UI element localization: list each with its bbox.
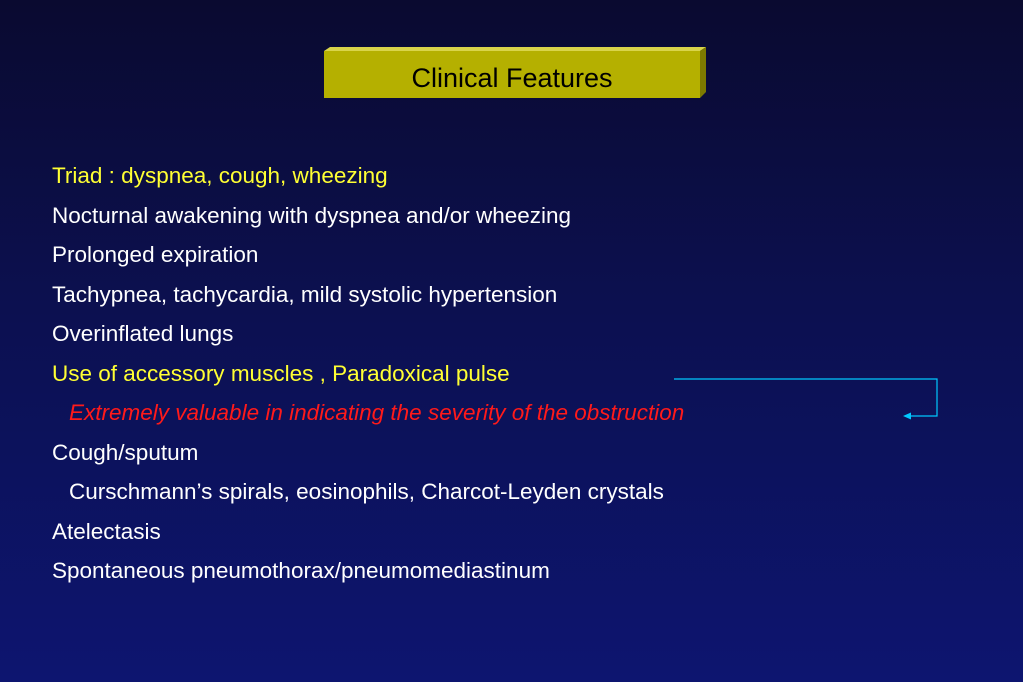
- list-subitem-severity: Extremely valuable in indicating the severity of the obstruction: [69, 400, 685, 425]
- list-item-pneumothorax: Spontaneous pneumothorax/pneumomediastinum: [52, 558, 550, 583]
- list-item-tachypnea: Tachypnea, tachycardia, mild systolic hypertension: [52, 282, 558, 307]
- list-item-expiration: Prolonged expiration: [52, 242, 259, 267]
- list-item-cough: Cough/sputum: [52, 440, 199, 465]
- list-item-atelectasis: Atelectasis: [52, 519, 161, 544]
- list-item-overinflated: Overinflated lungs: [52, 321, 234, 346]
- list-subitem-curschmann: Curschmann’s spirals, eosinophils, Charcot-Leyden crystals: [69, 479, 664, 504]
- list-item-accessory-muscles: Use of accessory muscles , Paradoxical pulse: [52, 361, 510, 386]
- list-item-nocturnal: Nocturnal awakening with dyspnea and/or wheezing: [52, 203, 572, 228]
- list-item-triad: Triad : dyspnea, cough, wheezing: [52, 163, 388, 188]
- page-title: Clinical Features: [411, 63, 613, 93]
